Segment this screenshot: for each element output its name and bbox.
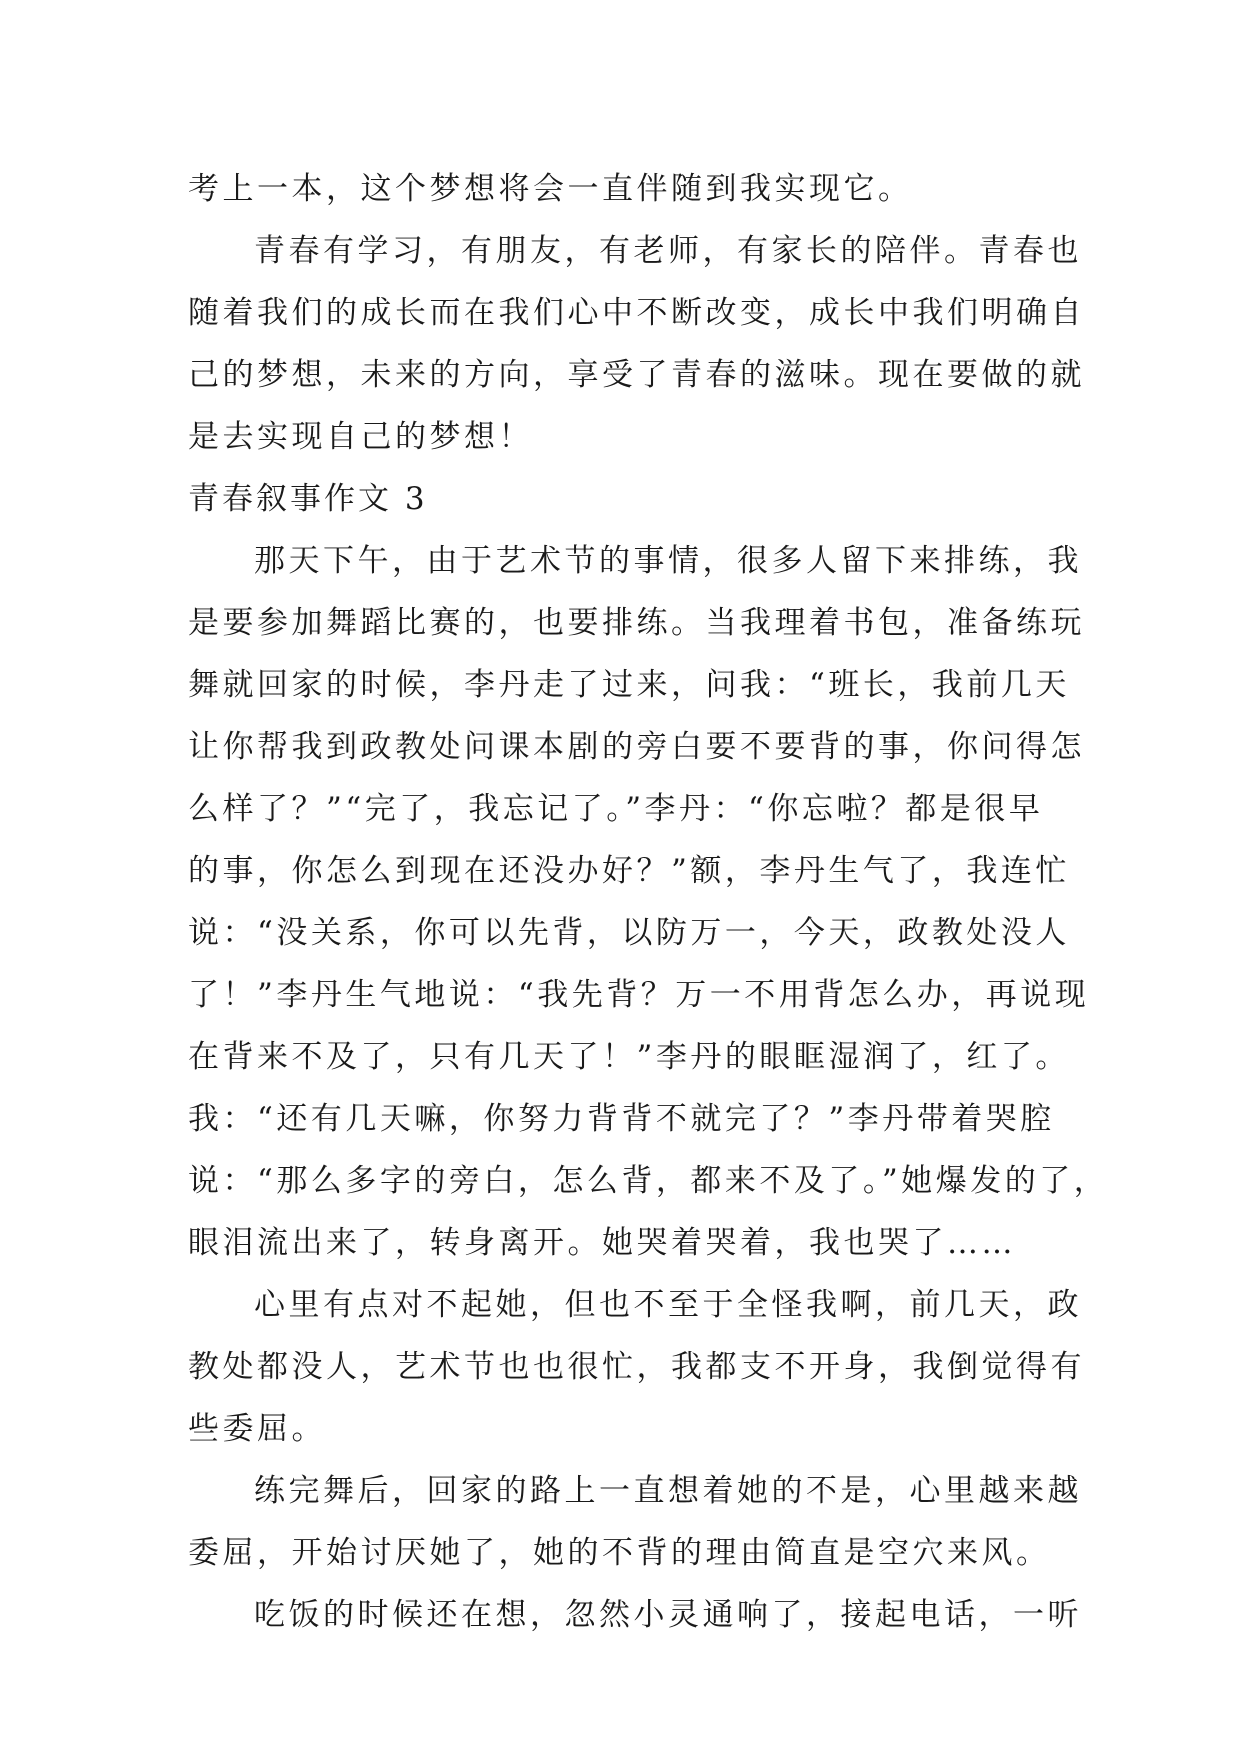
text-line: 些委屈。 — [188, 1411, 326, 1447]
text-line: 委屈，开始讨厌她了，她的不背的理由简直是空穴来风。 — [188, 1535, 1051, 1571]
text-line: 是去实现自己的梦想！ — [188, 419, 533, 455]
paragraph-start-line: 那天下午，由于艺术节的事情，很多人留下来排练，我 — [254, 543, 1082, 579]
paragraph-start-line: 心里有点对不起她，但也不至于全怪我啊，前几天，政 — [254, 1287, 1082, 1323]
paragraph-start-line: 吃饭的时候还在想，忽然小灵通响了，接起电话，一听 — [254, 1597, 1082, 1633]
paragraph-start-line: 练完舞后，回家的路上一直想着她的不是，心里越来越 — [254, 1473, 1082, 1509]
text-line: 己的梦想，未来的方向，享受了青春的滋味。现在要做的就 — [188, 357, 1085, 393]
text-line: 随着我们的成长而在我们心中不断改变，成长中我们明确自 — [188, 295, 1085, 331]
text-line: 教处都没人，艺术节也也很忙，我都支不开身，我倒觉得有 — [188, 1349, 1085, 1385]
document-body — [188, 158, 1109, 1646]
text-line: 我：“还有几天嘛，你努力背背不就完了？”李丹带着哭腔 — [188, 1101, 1055, 1137]
text-line: 么样了？”“完了，我忘记了。”李丹：“你忘啦？都是很早 — [188, 791, 1044, 827]
text-line: 考上一本，这个梦想将会一直伴随到我实现它。 — [188, 171, 913, 207]
paragraph-start-line: 青春有学习，有朋友，有老师，有家长的陪伴。青春也 — [254, 233, 1082, 269]
text-line: 了！”李丹生气地说：“我先背？万一不用背怎么办，再说现 — [188, 977, 1090, 1013]
text-line: 说：“那么多字的旁白，怎么背，都来不及了。”她爆发的了， — [188, 1163, 1109, 1199]
text-line: 的事，你怎么到现在还没办好？”额，李丹生气了，我连忙 — [188, 853, 1070, 889]
text-line: 在背来不及了，只有几天了！”李丹的眼眶湿润了，红了。 — [188, 1039, 1070, 1075]
text-line: 让你帮我到政教处问课本剧的旁白要不要背的事，你问得怎 — [188, 729, 1085, 765]
text-line: 说：“没关系，你可以先背，以防万一，今天，政教处没人 — [188, 915, 1070, 951]
text-line: 眼泪流出来了，转身离开。她哭着哭着，我也哭了…… — [188, 1225, 1016, 1261]
text-line: 是要参加舞蹈比赛的，也要排练。当我理着书包，准备练玩 — [188, 605, 1085, 641]
text-line: 舞就回家的时候，李丹走了过来，问我：“班长，我前几天 — [188, 667, 1070, 703]
section-heading: 青春叙事作文 3 — [188, 481, 428, 517]
